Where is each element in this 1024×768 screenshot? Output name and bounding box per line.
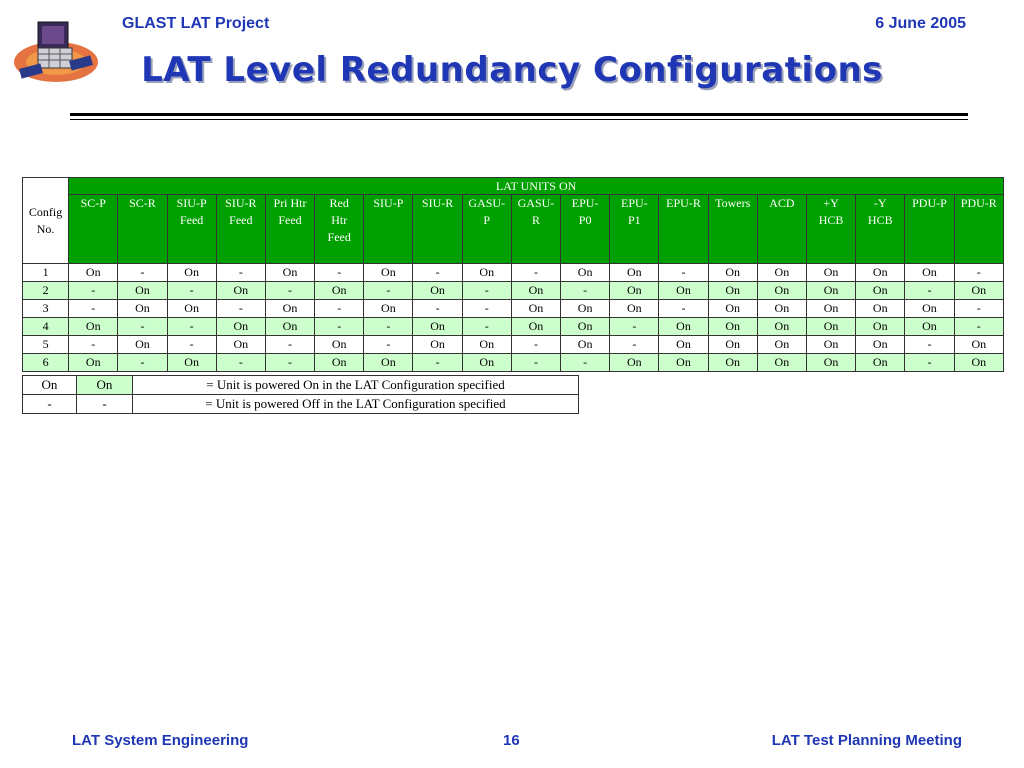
header-text-line: P0 [578,213,592,227]
unit-state-cell: On [118,336,167,354]
unit-state-cell: On [511,318,560,336]
legend-green-symbol-cell: On [77,376,133,395]
unit-state-cell: - [659,300,708,318]
unit-state-cell: On [561,336,610,354]
table-row [23,282,1004,300]
unit-state-cell: On [167,354,216,372]
header-text-line: EPU- [571,196,599,210]
unit-state-cell: On [118,282,167,300]
unit-state-cell: On [806,354,855,372]
unit-state-cell: On [413,318,462,336]
legend-description: = Unit is powered Off in the LAT Configuration specified [133,395,579,414]
column-header [708,195,757,264]
column-header [610,195,659,264]
unit-state-cell: On [462,264,511,282]
project-name: GLAST LAT Project [122,15,270,32]
unit-state-cell: - [118,354,167,372]
unit-state-cell: - [905,282,954,300]
header-text-line: Feed [327,230,351,244]
header-text-line: Feed [229,213,253,227]
column-header [806,195,855,264]
header-text-line: Pri Htr [273,196,307,210]
footer-right: LAT Test Planning Meeting [771,732,962,749]
unit-state-cell: - [167,318,216,336]
unit-state-cell: On [462,354,511,372]
unit-state-cell: - [364,336,413,354]
page-number: 16 [503,732,520,749]
unit-state-cell: On [708,264,757,282]
unit-state-cell: On [708,354,757,372]
unit-state-cell: - [462,318,511,336]
header-text-line: Red [329,196,349,210]
column-header [561,195,610,264]
table-row [23,264,1004,282]
column-header [905,195,954,264]
header-text-line: P1 [627,213,641,227]
header-text-line: SC-R [129,196,156,210]
unit-state-cell: - [413,300,462,318]
header-text-line: Config [28,204,63,219]
unit-state-cell: - [610,318,659,336]
unit-state-cell: On [659,354,708,372]
legend-description: = Unit is powered On in the LAT Configuration specified [133,376,579,395]
unit-state-cell: On [757,354,806,372]
unit-state-cell: On [757,300,806,318]
column-header [265,195,314,264]
unit-state-cell: On [905,300,954,318]
unit-state-cell: - [462,300,511,318]
unit-state-cell: On [511,300,560,318]
unit-state-cell: - [659,264,708,282]
table-row [23,354,1004,372]
header-text-line: SIU-R [225,196,257,210]
column-header [118,195,167,264]
header-text-line: Towers [715,196,751,210]
unit-state-cell: On [806,282,855,300]
header-text-line: Feed [179,213,204,227]
unit-state-cell: - [315,318,364,336]
unit-state-cell: On [69,318,118,336]
unit-state-cell: - [167,282,216,300]
unit-state-cell: On [69,354,118,372]
unit-state-cell: On [757,282,806,300]
unit-state-cell: On [856,282,905,300]
unit-state-cell: On [806,300,855,318]
column-header [757,195,806,264]
config-number-header [23,178,69,264]
unit-state-cell: On [954,282,1003,300]
unit-state-cell: - [561,354,610,372]
header-text-line: SIU-P [176,196,207,210]
unit-state-cell: On [659,318,708,336]
header-text-line: SC-P [80,196,106,210]
unit-state-cell: - [118,264,167,282]
legend-symbol-cell: - [23,395,77,414]
page-title: LAT Level Redundancy Configurations [141,50,883,90]
column-header [167,195,216,264]
header-date: 6 June 2005 [875,15,966,32]
unit-state-cell: - [905,336,954,354]
unit-state-cell: - [462,282,511,300]
unit-state-cell: - [905,354,954,372]
header-text-line: ACD [769,196,795,210]
unit-state-cell: On [462,336,511,354]
unit-state-cell: On [708,282,757,300]
config-number-cell: 1 [23,264,69,282]
unit-state-cell: On [757,264,806,282]
unit-state-cell: On [167,264,216,282]
header-text-line: P [483,213,491,227]
unit-state-cell: - [511,264,560,282]
unit-state-cell: On [856,354,905,372]
legend-symbol-cell: On [23,376,77,395]
table-row [23,318,1004,336]
column-header [413,195,462,264]
unit-state-cell: On [708,318,757,336]
header-text-line: SIU-R [421,196,454,210]
unit-state-cell: On [954,354,1003,372]
header-text-line: R [531,213,540,227]
unit-state-cell: - [167,336,216,354]
unit-state-cell: On [216,336,265,354]
unit-state-cell: On [806,264,855,282]
header-text-line: No. [36,221,55,236]
unit-state-cell: On [413,282,462,300]
legend-row [23,395,579,414]
unit-state-cell: On [511,282,560,300]
unit-state-cell: On [561,264,610,282]
header-text-line: HCB [818,213,844,227]
header-text-line: GASU- [468,196,506,210]
unit-state-cell: On [856,300,905,318]
column-header [216,195,265,264]
unit-state-cell: - [265,354,314,372]
title-divider [70,113,968,116]
unit-state-cell: - [511,336,560,354]
unit-state-cell: On [856,264,905,282]
unit-state-cell: On [364,264,413,282]
unit-state-cell: On [610,354,659,372]
unit-state-cell: - [315,264,364,282]
header-text-line: Feed [278,213,302,227]
unit-state-cell: - [216,300,265,318]
unit-state-cell: - [216,354,265,372]
legend-row [23,376,579,395]
unit-state-cell: - [413,264,462,282]
header-text-line: EPU-R [666,196,701,210]
unit-state-cell: - [561,282,610,300]
column-header [315,195,364,264]
unit-state-cell: On [561,300,610,318]
table-row [23,336,1004,354]
unit-state-cell: On [659,336,708,354]
legend-table [22,375,579,414]
unit-state-cell: On [905,318,954,336]
unit-state-cell: On [806,318,855,336]
config-number-cell: 4 [23,318,69,336]
unit-state-cell: On [659,282,708,300]
unit-state-cell: On [118,300,167,318]
unit-state-cell: On [757,318,806,336]
unit-state-cell: On [167,300,216,318]
header-text-line: Htr [331,213,348,227]
header-text-line: HCB [867,213,893,227]
unit-state-cell: On [610,282,659,300]
config-number-cell: 2 [23,282,69,300]
unit-state-cell: - [954,264,1003,282]
unit-state-cell: On [265,318,314,336]
unit-state-cell: - [954,318,1003,336]
unit-state-cell: On [708,300,757,318]
footer-left: LAT System Engineering [72,732,249,749]
column-header [511,195,560,264]
redundancy-config-table [22,177,1004,372]
unit-state-cell: - [69,282,118,300]
unit-state-cell: On [856,318,905,336]
unit-state-cell: On [364,354,413,372]
header-text-line: SIU-P [373,196,404,210]
config-number-cell: 6 [23,354,69,372]
title-divider-thin [70,119,968,120]
column-header [856,195,905,264]
column-header [954,195,1003,264]
header-text-line: PDU-P [912,196,947,210]
unit-state-cell: On [610,264,659,282]
column-header [69,195,118,264]
unit-state-cell: On [315,336,364,354]
column-header [462,195,511,264]
config-number-cell: 5 [23,336,69,354]
unit-state-cell: - [265,336,314,354]
unit-state-cell: - [364,282,413,300]
unit-state-cell: On [364,300,413,318]
unit-state-cell: - [315,300,364,318]
column-header [659,195,708,264]
header-text-line: -Y [873,196,887,210]
config-number-cell: 3 [23,300,69,318]
unit-state-cell: On [413,336,462,354]
unit-state-cell: - [413,354,462,372]
header-text-line: PDU-R [960,196,997,210]
unit-state-cell: On [954,336,1003,354]
unit-state-cell: On [315,354,364,372]
header-text-line: GASU- [517,196,555,210]
unit-state-cell: On [216,318,265,336]
unit-state-cell: - [69,300,118,318]
unit-state-cell: - [69,336,118,354]
unit-state-cell: On [265,264,314,282]
column-header [364,195,413,264]
unit-state-cell: - [265,282,314,300]
unit-state-cell: On [708,336,757,354]
header-text-line: EPU- [620,196,648,210]
unit-state-cell: On [561,318,610,336]
unit-state-cell: On [905,264,954,282]
unit-state-cell: On [69,264,118,282]
unit-state-cell: On [757,336,806,354]
unit-state-cell: - [954,300,1003,318]
legend-green-symbol-cell: - [77,395,133,414]
unit-state-cell: On [806,336,855,354]
unit-state-cell: On [265,300,314,318]
header-text-line: +Y [823,196,839,210]
unit-state-cell: On [610,300,659,318]
unit-state-cell: On [216,282,265,300]
unit-state-cell: - [610,336,659,354]
unit-state-cell: - [511,354,560,372]
lat-units-on-header: LAT UNITS ON [69,178,1004,195]
unit-state-cell: On [856,336,905,354]
unit-state-cell: - [118,318,167,336]
unit-state-cell: - [364,318,413,336]
unit-state-cell: On [315,282,364,300]
unit-state-cell: - [216,264,265,282]
table-row [23,300,1004,318]
